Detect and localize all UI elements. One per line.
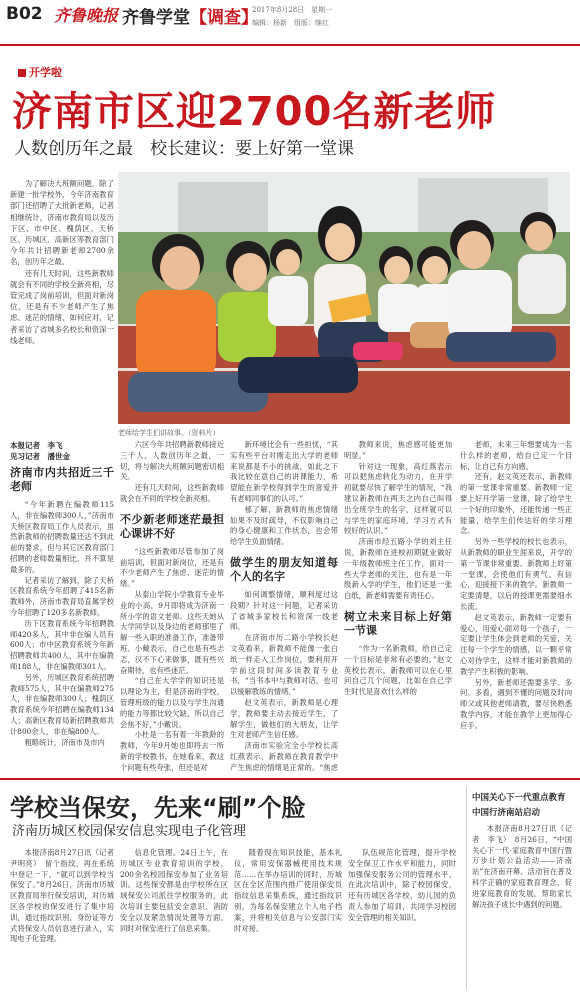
- paragraph: “自己在大学学的知识还是以理论为主，但是济南的学校，管理班级的能力以及与学生沟通的能力等都比较欠缺，所以自己会焦不好，”小戴说。: [120, 676, 224, 729]
- paragraph: “作为一名新教师，给自己定一个目标是非常有必要的。”赵文英校长表示，新教师可以在心里问自己几个问题，比如在自己学生时代是喜欢什么样的: [344, 643, 452, 697]
- paragraph: 济南市实验完全小学校长高红燕表示，新教师在教育教学中产生焦虑的情绪是正常的。“焦虑: [230, 741, 338, 772]
- subheadline: 人数创历年之最 校长建议：要上好第一堂课: [14, 139, 354, 159]
- reporter-name: 本报记者 李飞: [10, 441, 63, 450]
- section-tag: 【调查】: [190, 8, 258, 28]
- side-story-title: 中国行济南站启动: [472, 808, 541, 818]
- intro-paragraph: 还有几天时间，这些新教师就会有不同的学校全新亮相，尽管完成了岗前培训，但面对新岗位，还是有不少老师产生了焦虑、迷茫的情绪，如何应对，记者采访了省城多名校长和资深一线老师。: [10, 268, 114, 345]
- paragraph: 本报济南8月27日讯（记者 李飞） 8月26日，“中国关心下一代·家庭教育中国行暨万步计划公益活动——济南站”在济南开幕。活动旨在普及科学正确的家庭教育理念，促进家庭教育的发展，帮助家长解决孩子成长中遇到的问题。: [472, 824, 572, 909]
- intro-paragraph: 为了解决大班额问题，除了新建一批学校外，今年济南教育部门还招聘了大批新老师，记者相继统计，济南市教育局以及历下区、市中区、槐荫区、天桥区、历城区、高新区等教育部门今年共计招聘新老师2700余名，创历年之最。: [10, 179, 114, 267]
- paragraph: 还有，赵文英还表示，新教师的第一堂课非常重要。新教师一定要上好开学第一堂课，除了给学生一个好的印象外，还能传递一些正能量，给学生们传达好的学习理念。: [460, 472, 572, 536]
- section-rule: [0, 778, 580, 780]
- article-subtitle: 济南市内共招近三千老师: [10, 466, 114, 493]
- paragraph: 队伍规范化管理，提升学校安全保卫工作水平和能力，同时加强保安服务公司的管理水平。在此次培训中，除了校园保安，还有历城区各学校、幼儿园的负责人参加了培训，共同学习校园安全管理的相关知识。: [348, 848, 456, 922]
- article-subtitle: 树立未来目标上好第一节课: [344, 609, 452, 637]
- paragraph: 教师来说，焦虑感可能更加明显。”: [344, 440, 452, 460]
- byline: [10, 440, 70, 462]
- paragraph: “今年新聘在编教师115人，非在编教师300人，”济南市天桥区教育局工作人员表示，虽然新教师的招聘数量还达不到此前的要求，但与其它区教育部门招聘的老师数量相比，并不算是最多的。: [10, 500, 114, 574]
- newspaper-logo: 齐鲁晚报: [54, 6, 119, 25]
- paragraph: 小杜是一名有着一年教龄的教师，今年9月她也即将去一所新的学校教书，在她看来，教这个问题有些夸张，但还是对: [120, 730, 224, 772]
- paragraph: 粗略统计，济南市及市内: [24, 737, 105, 747]
- kicker: [18, 64, 62, 80]
- story2-column-2: [120, 848, 228, 990]
- paragraph: 郁了解，新教师的焦虑情绪如果不及时疏导，不仅影响自己的身心健康和工作状态，也会带给学生负面情绪。: [230, 504, 338, 547]
- kicker-label: 开学啦: [29, 66, 62, 79]
- column-divider: [466, 786, 467, 990]
- headline: 济南市区迎2700名新老师: [12, 89, 497, 135]
- paragraph: 随着现在知识技能，基本礼仪，常用安保器械使用技术规范……在举办培训的同时，历城区在全区范围内推广使用保安员指纹信息采集系统，通过指纹识别，为每名保安建立个人电子档案，并将相关信息与公安部门实时对接。: [234, 848, 342, 933]
- section-title: [122, 3, 258, 28]
- article-column-5: [460, 440, 572, 772]
- paragraph: 另外一些学校的校长也表示，从新教师的职业生涯来说，开学的第一节课非常重要。新教师上好第一堂课，会使他们有勇气、有信心，迎接接下来的教学。新教师一定要清楚，以后的授课更需要细水长流。: [460, 537, 572, 611]
- section-name: 齐鲁学堂: [122, 8, 190, 28]
- kicker-square-icon: [18, 69, 26, 77]
- masthead-rule: [0, 44, 580, 46]
- article-subtitle: 不少新老师迷茫最担心课讲不好: [120, 512, 224, 540]
- news-photo: [118, 172, 570, 424]
- paragraph: 赵文英表示，新教师一定要有爱心，用爱心面对每一个孩子，一定要让学生体会到老师的关爱，关注每一个学生的情感，以一颗平常心对待学生，这样才能对新教师的教学产生积极的影响。: [460, 612, 572, 676]
- story2-column-1: [10, 848, 114, 990]
- article-column-3: [230, 440, 338, 772]
- paragraph: 本报济南8月27日讯（记者 尹明亮） 留个指纹，再在系统中登记一下，“就可以到学校当保安了。”8月26日，济南市历城区教育局举行保安培训，对历城区各学校的保安进行了集中培训，通过指纹识别，身份证等方式将保安人员信息进行录入，实现电子化管理。: [10, 848, 114, 944]
- story2-column-4: [348, 848, 456, 990]
- paragraph: 六区今年共招聘新教师接近三千人，人数创历年之最，一切，将与解决大班额问题密切相关。: [120, 440, 224, 482]
- paragraph: 记者采访了解到，除了天桥区教育系统今年招聘了415名新教师外，济南市教育局直属学校今年招聘了120多名新教师。: [10, 575, 114, 617]
- paragraph: 另外，历城区教育系统招聘教师575人，其中在编教师275人，非在编教师300人；槐荫区教育系统今年招聘在编教师134人；高新区教育局新招聘教师共计800余人，非在编800人。: [10, 672, 114, 736]
- photo-caption: 老师给学生们讲故事。（资料片）: [118, 429, 220, 437]
- paragraph: 新环境比会有一些担忧，“其实有些平台对刚走出大学的老师来说都是不小的挑战，如此之下我比较在意自己的讲课能力，希望能在新学校得到学生的喜爱并有老师同事们的认可。”: [230, 440, 338, 503]
- paragraph: 从泰山学院小学教育专业毕业的小高，9月即将成为济南一所小学的语文老师。这些天她从大学同学以及身边的老师那里了解一些入职的准备工作，准备带班、小戴表示，自己也是有些忐忑，汉不下心来做事，既有些兴奋期待，也有些迷茫。: [120, 589, 224, 675]
- paragraph: 还有几天时间，这些新教师就会在不同的学校全新亮相。: [120, 483, 224, 503]
- side-story-title: 中国关心下一代重点教育: [472, 793, 566, 803]
- subheadline-2: 济南历城区校园保安信息实现电子化管理: [12, 824, 247, 839]
- paragraph: 在济南市历二路小学校长赵文英看来，新教师不能像一张白纸一样走入工作岗位，要利用开学前这段时间多读教育专业书，“当书本中与教师对话，也可以缓解教练的情绪。”: [230, 633, 338, 697]
- story2-column-3: [234, 848, 342, 990]
- paragraph: 历下区教育系统今年招聘教师420多人，其中非在编人员有600人；市中区教育系统今年新招聘教师共400人，其中在编教师188人，非在编教师301人。: [10, 618, 114, 671]
- paragraph: 老师，未来三年想要成为一名什么样的老师，给自己定一个目标，让自己有方向感。: [460, 440, 572, 471]
- reporter-name: 见习记者 潘世金: [10, 452, 70, 461]
- paragraph: 如何调整情绪，顺利度过这段期？针对这一问题，记者采访了省城多家校长和资深一线老师。: [230, 589, 338, 632]
- paragraph: 信息化管理。24日上午，在历城区专业教育培训的学校，200余名校园保安参加了业务培训。这些保安都是由学校所在区域保安公司派往学校服务的，此次培训主要包括安全意识、消防安全以及紧急情况处置等方面，同时对保安进行了信息采集。: [120, 848, 228, 933]
- article-column-1: [10, 466, 114, 772]
- article-subtitle: 做学生的朋友知道每个人的名字: [230, 555, 338, 583]
- issue-date: 2017年8月28日 星期一: [252, 6, 333, 14]
- article-column-2: [120, 440, 224, 772]
- paragraph: 另外，新老师还需要多学、多问、多看，遇到不懂的问题及时向师父或其他老师请教，要尽快熟悉教学内容，才能在教学上更加得心应手。: [460, 677, 572, 730]
- editor-credits: 编辑：杨新 组版：继红: [252, 19, 329, 27]
- article-column-4: [344, 440, 452, 772]
- headline-2: 学校当保安，先来“刷”个脸: [10, 794, 306, 822]
- side-story-text: [472, 824, 572, 990]
- intro-text: [10, 178, 114, 346]
- children-with-teacher-photo: [118, 172, 570, 424]
- paragraph: 针对这一现象，高红燕表示可以把焦虑转化为动力，在开学初就要尽快了解学生的情况，“我建议新教师在两天之内自己叫得出全班学生的名字，这样就可以与学生的家庭环境、学习方式有较好的认识。”: [344, 461, 452, 536]
- paragraph: 赵文英表示，新教师是心理学，教师要主动去接近学生，了解学生，做他们的大朋友，让学生对老师产生信任感。: [230, 697, 338, 740]
- paragraph: “这些新教师尽管参加了岗前培训，但面对新岗位，还是有不少老师产生了焦虑、迷茫的情绪。”: [120, 546, 224, 589]
- paragraph: 济南市经五路小学的刘主任说，新教师在进校初期就业做好一年级教师班主任工作，面对一些大学老师的关注，也有是一年级新入学的学生，他们还是一张白纸，新老师需要有责任心。: [344, 537, 452, 601]
- page-number: B02: [6, 4, 43, 24]
